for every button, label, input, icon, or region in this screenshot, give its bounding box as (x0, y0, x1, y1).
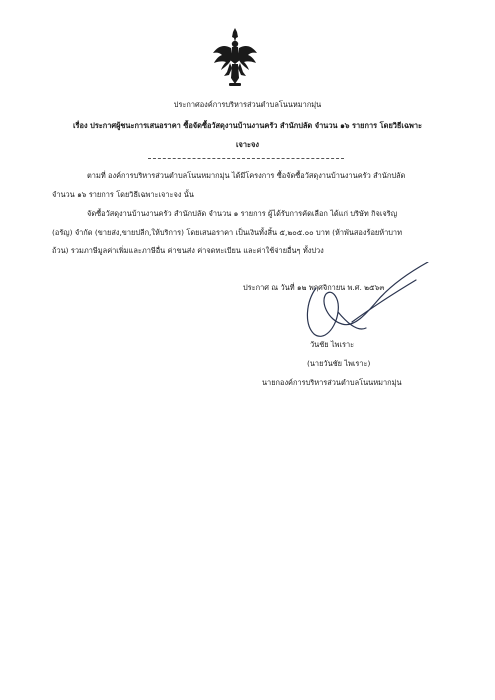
signature-icon (292, 262, 442, 352)
paragraph-2-line-1: จัดซื้อวัสดุงานบ้านงานครัว สำนักปลัด จำนวน ๑ รายการ ผู้ได้รับการคัดเลือก ได้แก่ บริษัท กิจเจริญ (87, 209, 397, 218)
paragraph-2-line-3: ถ้วน) รวมภาษีมูลค่าเพิ่มและภาษีอื่น ค่าขนส่ง ค่าจดทะเบียน และค่าใช้จ่ายอื่นๆ ทั้งปวง (52, 246, 324, 255)
signer-title: นายกองค์การบริหารส่วนตำบลโนนหมากมุ่น (262, 378, 402, 387)
garuda-emblem-icon (212, 26, 258, 88)
section-divider (148, 158, 344, 159)
subject-line-1: เรื่อง ประกาศผู้ชนะการเสนอราคา ซื้อจัดซื้อวัสดุงานบ้านงานครัว สำนักปลัด จำนวน ๑๖ รายการ โดยวิธีเฉพาะ (73, 121, 422, 130)
paragraph-1-line-2: จำนวน ๑๖ รายการ โดยวิธีเฉพาะเจาะจง นั้น (52, 190, 194, 199)
paragraph-2-line-2: (อรัญ) จำกัด (ขายส่ง,ขายปลีก,ให้บริการ) โดยเสนอราคา เป็นเงินทั้งสิ้น ๕,๒๐๕.๐๐ บาท (ห้าพันสองร้อยห้าบาท (52, 228, 402, 237)
subject-line-2: เจาะจง (236, 140, 259, 149)
signer-name-parenthetical: (นายวันชัย ไพเราะ) (307, 359, 371, 368)
paragraph-1-line-1: ตามที่ องค์การบริหารส่วนตำบลโนนหมากมุ่น ได้มีโครงการ ซื้อจัดซื้อวัสดุงานบ้านงานครัว สำนักปลัด (87, 171, 406, 180)
issuer-title: ประกาศองค์การบริหารส่วนตำบลโนนหมากมุ่น (173, 100, 322, 109)
announce-date: ประกาศ ณ วันที่ ๑๒ พฤศจิกายน พ.ศ. ๒๕๖๓ (243, 283, 385, 292)
signer-name: วันชัย ไพเราะ (310, 340, 355, 349)
